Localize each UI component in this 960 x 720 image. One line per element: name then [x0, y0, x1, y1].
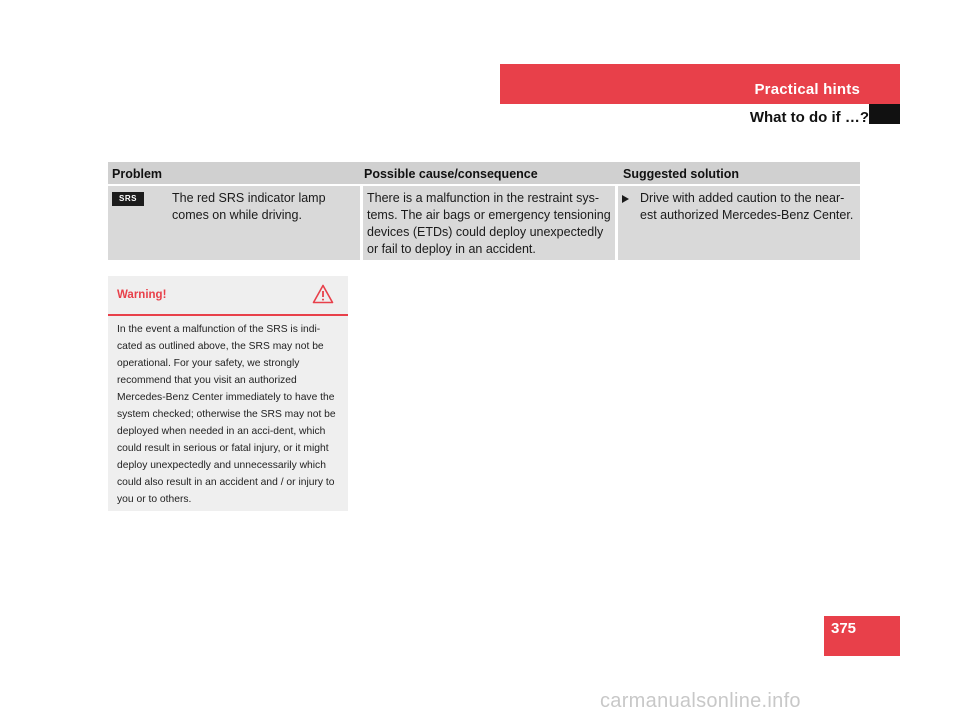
problem-cell — [108, 186, 360, 260]
column-header-solution: Suggested solution — [623, 167, 739, 181]
page-number-box — [824, 616, 900, 656]
problem-text: The red SRS indicator lamp comes on while driving. — [172, 191, 326, 222]
solution-text: Drive with added caution to the near-est authorized Mercedes-Benz Center. — [640, 191, 854, 222]
section-title: Practical hints — [754, 81, 860, 98]
table-header — [108, 162, 860, 184]
cause-cell: There is a malfunction in the restraint sys-tems. The air bags or emergency tensioning devices (ETDs) could deploy unexpectedly or fail to deploy in an accident. — [367, 191, 611, 256]
warning-box — [108, 276, 348, 511]
header-marker-block — [869, 104, 900, 124]
solution-cell — [618, 186, 859, 260]
warning-header — [108, 276, 348, 316]
column-header-problem: Problem — [112, 167, 163, 181]
table-row — [108, 186, 860, 260]
section-header-band — [500, 64, 900, 104]
srs-indicator-icon: SRS — [112, 192, 144, 206]
warning-text: In the event a malfunction of the SRS is indi-cated as outlined above, the SRS may not be operational. For your safety, we strongly recommend that you visit an authorized Mercedes-Benz Center immediately to have the system checked; otherwise the SRS may not be deployed when needed in an acci-dent, which could result in serious or fatal injury, or it might deploy unexpectedly and unnecessarily which could also result in an accident and / or injury to you or to others. — [117, 324, 336, 505]
page-subtitle: What to do if …? — [749, 109, 869, 126]
column-header-cause: Possible cause/consequence — [364, 167, 538, 181]
warning-triangle-icon — [312, 284, 334, 304]
watermark: carmanualsonline.info — [600, 690, 801, 712]
warning-label: Warning! — [117, 289, 167, 301]
problem-table — [108, 162, 860, 260]
page-number: 375 — [831, 620, 857, 637]
bullet-arrow-icon — [622, 195, 629, 203]
